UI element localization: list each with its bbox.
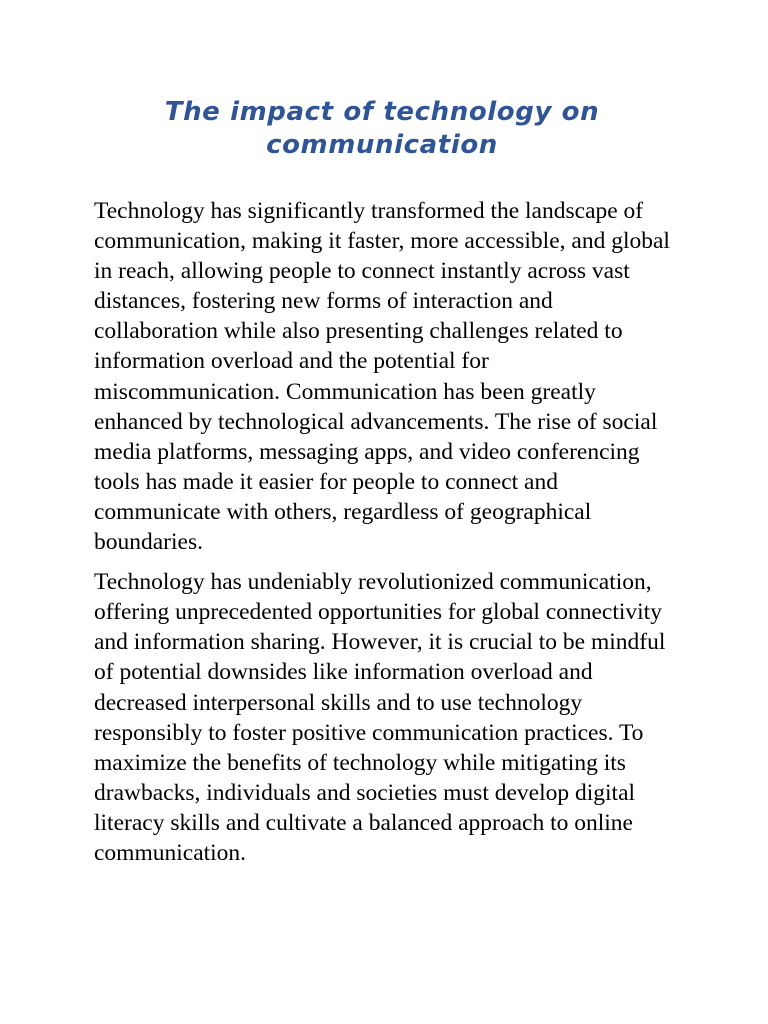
paragraph-2: Technology has undeniably revolutionized communication, offering unprecedented opportunities for global connectivity and information sharing. However, it is crucial to be mindful of potential downsides like information overload and decreased interpersonal skills and to use technology responsibly to foster positive communication practices. To maximize the benefits of technology while mitigating its drawbacks, individuals and societies must develop digital literacy skills and cultivate a balanced approach to online communication.: [94, 569, 666, 866]
document-title: The impact of technology on communication: [164, 97, 600, 160]
paragraph-1: Technology has significantly transformed the landscape of communication, making it faster, more accessible, and global in reach, allowing people to connect instantly across vast distances, fostering new forms of interaction and collaboration while also presenting challenges related to information overload and the potential for miscommunication. Communication has been greatly enhanced by technological advancements. The rise of social media platforms, messaging apps, and video conferencing tools has made it easier for people to connect and communicate with others, regardless of geographical boundaries.: [94, 198, 670, 556]
document-body: [94, 196, 680, 878]
